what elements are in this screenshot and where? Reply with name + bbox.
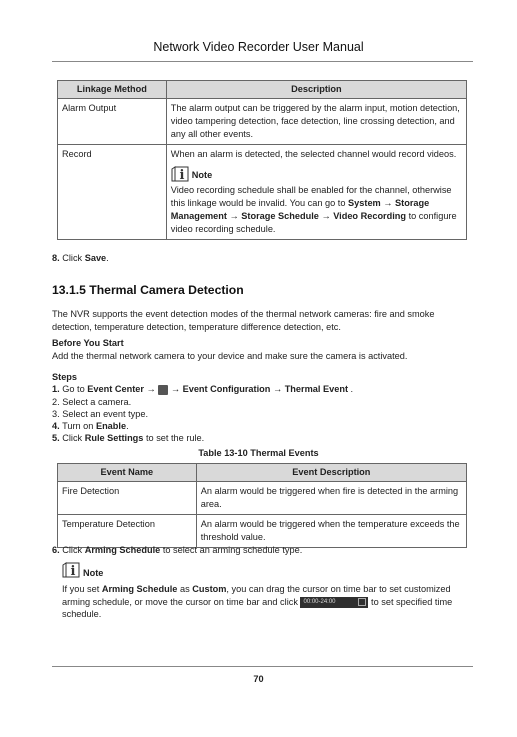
section-heading: 13.1.5 Thermal Camera Detection [52, 283, 244, 297]
step-6 [52, 544, 302, 556]
table-row [58, 515, 467, 548]
step-1 [52, 383, 353, 395]
note-icon [62, 562, 82, 578]
arrow-icon: → [146, 384, 156, 394]
note-label: Note [83, 568, 104, 578]
menu-path-storage-management: Storage Management [170, 198, 430, 221]
note-text [62, 583, 470, 621]
step-text: to select an arming schedule type. [160, 545, 303, 555]
step-5 [52, 432, 204, 444]
step-text: . [106, 253, 109, 263]
note-icon [171, 166, 191, 182]
step-number: 4. [52, 421, 60, 431]
step-number: 8. [52, 253, 60, 263]
column-header: Event Description [196, 464, 466, 482]
svg-text:i: i [179, 168, 185, 182]
step-text: Go to [62, 384, 88, 394]
column-header: Description [166, 81, 466, 99]
event-description-cell: An alarm would be triggered when fire is detected in the arming area. [196, 482, 466, 515]
step-text: to set the rule. [143, 433, 205, 443]
step-text: Turn on [62, 421, 96, 431]
step-number: 1. [52, 384, 60, 394]
record-description: When an alarm is detected, the selected channel would record videos. [170, 149, 457, 159]
linkage-method-table [57, 80, 467, 240]
note-heading [171, 166, 462, 182]
column-header: Event Name [58, 464, 197, 482]
note-text [171, 184, 462, 236]
event-center-ui-label: Event Center [87, 384, 144, 394]
step-text: . [126, 421, 129, 431]
note-heading [62, 562, 103, 578]
table-header-row [58, 464, 467, 482]
thermal-event-ui-label: Thermal Event [284, 384, 348, 394]
table-row [58, 482, 467, 515]
arming-schedule-ui-label: Arming Schedule [101, 584, 178, 594]
footer-divider [52, 666, 473, 667]
custom-ui-label: Custom [192, 584, 227, 594]
step-text: Click [62, 433, 85, 443]
note-text-part: , you can drag the cursor on time bar to set customized arming schedule, or move the cursor on time bar and click [62, 584, 451, 607]
menu-path-video-recording: Video Recording [333, 211, 407, 221]
note-text-part: to set specified time schedule. [62, 596, 453, 620]
step-number: 5. [52, 433, 60, 443]
menu-path-system: System [348, 198, 381, 208]
note-text-part: Video recording schedule shall be enabled for the channel, otherwise this linkage would be invalid. You can go to [170, 185, 452, 208]
step-3: 3. Select an event type. [52, 409, 149, 419]
step-number: 6. [52, 545, 60, 555]
event-name-cell: Temperature Detection [58, 515, 197, 548]
before-you-start-heading: Before You Start [52, 338, 124, 348]
arrow-icon: → [229, 211, 239, 221]
menu-path-storage-schedule: Storage Schedule [241, 211, 319, 221]
step-text: Click [62, 545, 85, 555]
section-intro: The NVR supports the event detection modes of the thermal network cameras: fire and smoke detection, temperature detection, temperature difference detection, etc. [52, 309, 435, 332]
step-2: 2. Select a camera. [52, 397, 132, 407]
time-range-text: 00:00-24:00 [303, 598, 336, 605]
event-description-cell: An alarm would be triggered when the temperature exceeds the threshold value. [196, 515, 466, 548]
step-8 [52, 252, 109, 264]
arrow-icon: → [272, 384, 283, 394]
time-period-chip [300, 597, 368, 608]
arrow-icon: → [170, 384, 181, 394]
thermal-events-table [57, 463, 467, 548]
note-text-part: If you set [62, 584, 102, 594]
step-text: Click [62, 253, 85, 263]
table-row [58, 99, 467, 145]
description-cell [166, 145, 466, 240]
arrow-icon: → [321, 211, 331, 221]
arming-schedule-ui-label: Arming Schedule [84, 545, 161, 555]
linkage-method-cell: Record [58, 145, 167, 240]
event-configuration-ui-label: Event Configuration [182, 384, 271, 394]
arrow-icon: → [383, 198, 393, 208]
linkage-method-cell: Alarm Output [58, 99, 167, 145]
note-text-part: to configure video recording schedule. [170, 211, 457, 234]
table-row [58, 145, 467, 240]
settings-icon [158, 385, 168, 395]
table-header-row [58, 81, 467, 99]
page-number: 70 [253, 674, 264, 684]
before-you-start-text: Add the thermal network camera to your device and make sure the camera is activated. [52, 351, 408, 361]
note-text-part: as [177, 584, 193, 594]
svg-text:i: i [70, 564, 76, 578]
description-cell: The alarm output can be triggered by the alarm input, motion detection, video tampering detection, face detection, line crossing detection, and any all other events. [166, 99, 466, 145]
page-header-title: Network Video Recorder User Manual [153, 40, 364, 54]
column-header: Linkage Method [58, 81, 167, 99]
step-4 [52, 420, 129, 432]
edit-icon [358, 598, 366, 606]
enable-ui-label: Enable [95, 421, 127, 431]
save-ui-label: Save [84, 253, 107, 263]
note-label: Note [191, 170, 213, 180]
step-text: . [348, 384, 354, 394]
event-name-cell: Fire Detection [58, 482, 197, 515]
steps-heading: Steps [52, 372, 78, 382]
rule-settings-ui-label: Rule Settings [84, 433, 144, 443]
table-caption: Table 13-10 Thermal Events [198, 448, 319, 458]
header-divider [52, 61, 473, 62]
